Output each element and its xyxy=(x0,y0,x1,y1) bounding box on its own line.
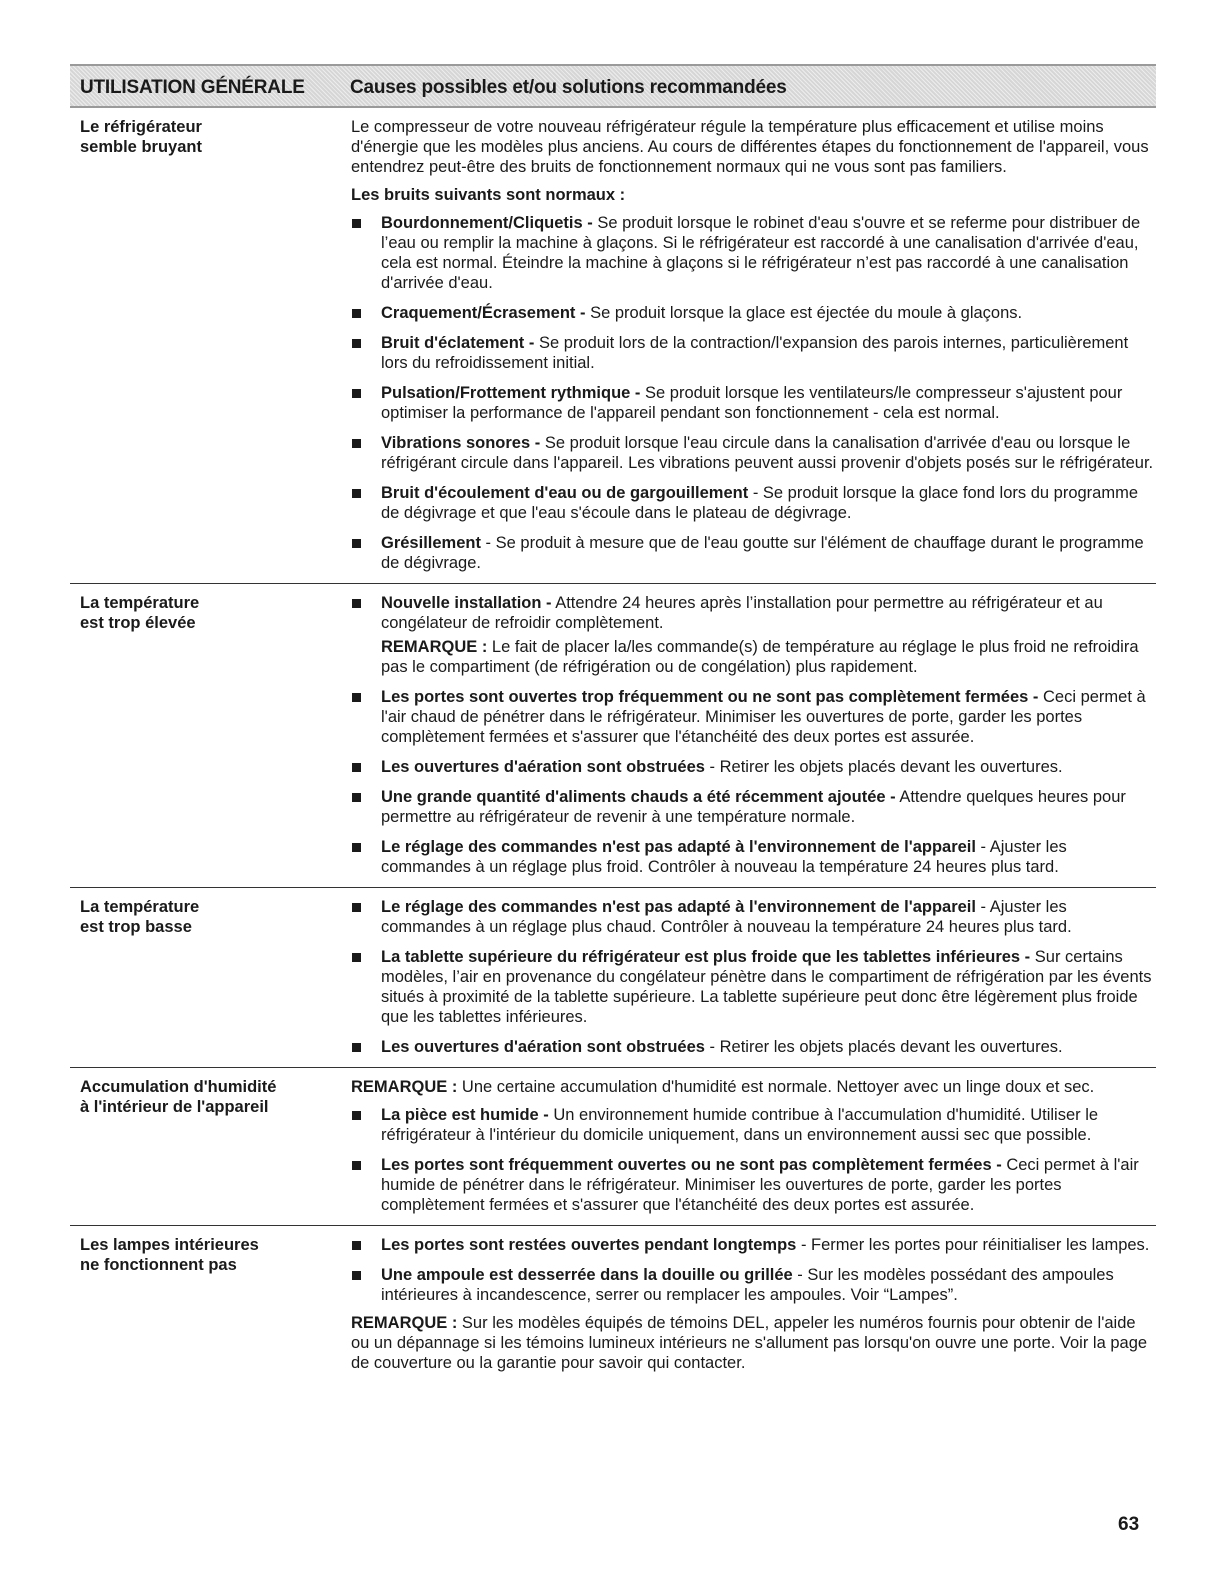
bullet-icon xyxy=(352,763,361,772)
solutions xyxy=(351,1077,1156,1219)
list-item xyxy=(351,303,1156,323)
bullet-icon xyxy=(352,793,361,802)
item-text: Se produit lorsque le robinet d'eau s'ouvre et se referme pour distribuer de l’eau ou remplir la machine à glaçons. Si le réfrigérateur est raccordé à une canalisation d'arrivée d'eau, cela est normal. Éteindre la machine à glaçons si le réfrigérateur n’est pas raccordé à une canalisation d'arrivée d'eau. xyxy=(381,214,1141,292)
item-label: Grésillement xyxy=(381,534,481,552)
bullet-icon xyxy=(352,539,361,548)
item-label: Pulsation/Frottement rythmique - xyxy=(381,384,641,402)
page-number: 63 xyxy=(1118,1514,1140,1535)
item-label: La tablette supérieure du réfrigérateur est plus froide que les tablettes inférieures - xyxy=(381,948,1031,966)
solutions xyxy=(351,117,1156,577)
list-item xyxy=(351,1105,1156,1145)
bullet-icon xyxy=(352,1111,361,1120)
item-text: - Ajuster les commandes à un réglage plus chaud. Contrôler à nouveau la température 24 heures plus tard. xyxy=(381,898,1072,936)
item-label: Bourdonnement/Cliquetis - xyxy=(381,214,593,232)
item-label: Bruit d'écoulement d'eau ou de gargouillement xyxy=(381,484,749,502)
section-humidity xyxy=(70,1068,1156,1226)
list-item xyxy=(351,433,1156,473)
troubleshooting-table xyxy=(70,64,1156,1387)
intro-text: Le compresseur de votre nouveau réfrigérateur régule la température plus efficacement et utilise moins d'énergie que les modèles plus anciens. Au cours de différentes étapes du fonctionnement de l'appareil, vous entendrez peut-être des bruits de fonctionnement normaux qui ne vous sont pas familiers. xyxy=(351,118,1149,176)
item-label: La pièce est humide - xyxy=(381,1106,549,1124)
item-text: - Sur les modèles possédant des ampoules intérieures à incandescence, serrer ou remplacer les ampoules. Voir “Lampes”. xyxy=(381,1266,1114,1304)
item-label: Une grande quantité d'aliments chauds a été récemment ajoutée - xyxy=(381,788,896,806)
item-text: - Retirer les objets placés devant les ouvertures. xyxy=(704,1038,1063,1056)
note xyxy=(351,1077,1156,1097)
problem-title xyxy=(70,593,351,881)
list-item xyxy=(351,897,1156,937)
subheading: Les bruits suivants sont normaux : xyxy=(351,186,626,204)
bullet-icon xyxy=(352,903,361,912)
item-text: - Fermer les portes pour réinitialiser les lampes. xyxy=(796,1236,1150,1254)
list-item xyxy=(351,687,1156,747)
problem-title xyxy=(70,897,351,1061)
solutions xyxy=(351,1235,1156,1381)
item-text: Sur certains modèles, l’air en provenance du congélateur pénètre dans le compartiment de réfrigération par les évents situés à proximité de la tablette supérieure. La tablette supérieure peut donc être légèrement plus froide que les tablettes inférieures. xyxy=(381,948,1152,1026)
item-text: - Ajuster les commandes à un réglage plus froid. Contrôler à nouveau la température 24 heures plus tard. xyxy=(381,838,1067,876)
bullet-icon xyxy=(352,339,361,348)
table-header xyxy=(70,64,1156,108)
bullet-icon xyxy=(352,489,361,498)
list-item xyxy=(351,837,1156,877)
bullet-icon xyxy=(352,953,361,962)
header-col-causes: Causes possibles et/ou solutions recommandées xyxy=(350,77,787,98)
note-label: REMARQUE : xyxy=(351,1078,458,1096)
item-text: Se produit lorsque l'eau circule dans la canalisation d'arrivée d'eau ou lorsque le réfrigérant circule dans l'appareil. Les vibrations peuvent aussi provenir d'objets posés sur le réfrigérateur. xyxy=(381,434,1154,472)
item-text: Se produit lors de la contraction/l'expansion des parois internes, particulièrement lors du refroidissement initial. xyxy=(381,334,1129,372)
bullet-icon xyxy=(352,1161,361,1170)
problem-title xyxy=(70,117,351,577)
item-text: Attendre 24 heures après l’installation pour permettre au réfrigérateur et au congélateur de refroidir complètement. xyxy=(381,594,1103,632)
section-too-cold xyxy=(70,888,1156,1068)
item-label: Les portes sont fréquemment ouvertes ou ne sont pas complètement fermées - xyxy=(381,1156,1002,1174)
list-item xyxy=(351,383,1156,423)
list-item xyxy=(351,1037,1156,1057)
item-label: Bruit d'éclatement - xyxy=(381,334,535,352)
list-item xyxy=(351,1155,1156,1215)
bullet-icon xyxy=(352,309,361,318)
note-text: Le fait de placer la/les commande(s) de température au réglage le plus froid ne refroidira pas le compartiment (de réfrigération ou de congélation) plus rapidement. xyxy=(381,638,1139,676)
list-item xyxy=(351,1235,1156,1255)
list-item xyxy=(351,1265,1156,1305)
problem-title-line2: ne fonctionnent pas xyxy=(80,1256,237,1274)
bullet-icon xyxy=(352,219,361,228)
header-col-usage: UTILISATION GÉNÉRALE xyxy=(80,77,305,98)
item-text: - Se produit lorsque la glace fond lors du programme de dégivrage et que l'eau s'écoule dans le plateau de dégivrage. xyxy=(381,484,1139,522)
solutions xyxy=(351,593,1156,881)
item-text: - Se produit à mesure que de l'eau goutte sur l'élément de chauffage durant le programme de dégivrage. xyxy=(381,534,1144,572)
list-item xyxy=(351,593,1156,633)
bullet-icon xyxy=(352,439,361,448)
problem-title-line2: est trop basse xyxy=(80,918,192,936)
list-item xyxy=(351,533,1156,573)
section-lamps xyxy=(70,1226,1156,1387)
item-label: Les ouvertures d'aération sont obstruées xyxy=(381,758,705,776)
problem-title-line1: Les lampes intérieures xyxy=(80,1236,259,1254)
solutions xyxy=(351,897,1156,1061)
item-label: Les portes sont restées ouvertes pendant longtemps xyxy=(381,1236,797,1254)
note xyxy=(381,637,1156,677)
list-item xyxy=(351,787,1156,827)
list-item xyxy=(351,213,1156,293)
item-text: Un environnement humide contribue à l'accumulation d'humidité. Utiliser le réfrigérateur à l'intérieur du domicile uniquement, dans un environnement aussi sec que possible. xyxy=(381,1106,1099,1144)
bullet-icon xyxy=(352,1271,361,1280)
item-text: Ceci permet à l'air chaud de pénétrer dans le réfrigérateur. Minimiser les ouvertures de porte, garder les portes complètement fermées et s'assurer que l'étanchéité des deux portes est assurée. xyxy=(381,688,1146,746)
note-text: Sur les modèles équipés de témoins DEL, appeler les numéros fournis pour obtenir de l'aide ou un dépannage si les témoins lumineux intérieurs ne s'allument pas lorsqu'on ouvre une porte. Voir la page de couverture ou la garantie pour savoir qui contacter. xyxy=(351,1314,1148,1372)
item-label: Les portes sont ouvertes trop fréquemment ou ne sont pas complètement fermées - xyxy=(381,688,1039,706)
item-text: Se produit lorsque les ventilateurs/le compresseur s'ajustent pour optimiser la performance de l'appareil pendant son fonctionnement - cela est normal. xyxy=(381,384,1123,422)
bullet-icon xyxy=(352,389,361,398)
note xyxy=(351,1313,1156,1373)
list-item xyxy=(351,483,1156,523)
section-too-warm xyxy=(70,584,1156,888)
item-label: Le réglage des commandes n'est pas adapté à l'environnement de l'appareil xyxy=(381,838,976,856)
problem-title-line2: à l'intérieur de l'appareil xyxy=(80,1098,269,1116)
item-label: Nouvelle installation - xyxy=(381,594,552,612)
problem-title-line1: La température xyxy=(80,594,200,612)
bullet-icon xyxy=(352,693,361,702)
bullet-icon xyxy=(352,1241,361,1250)
bullet-icon xyxy=(352,843,361,852)
problem-title-line2: semble bruyant xyxy=(80,138,202,156)
item-text: Se produit lorsque la glace est éjectée du moule à glaçons. xyxy=(585,304,1023,322)
bullet-icon xyxy=(352,599,361,608)
problem-title xyxy=(70,1077,351,1219)
list-item xyxy=(351,947,1156,1027)
item-label: Une ampoule est desserrée dans la douille ou grillée xyxy=(381,1266,793,1284)
problem-title-line1: Accumulation d'humidité xyxy=(80,1078,277,1096)
problem-title xyxy=(70,1235,351,1381)
problem-title-line1: La température xyxy=(80,898,200,916)
item-label: Les ouvertures d'aération sont obstruées xyxy=(381,1038,705,1056)
list-item xyxy=(351,757,1156,777)
note-text: Une certaine accumulation d'humidité est normale. Nettoyer avec un linge doux et sec. xyxy=(457,1078,1095,1096)
item-label: Craquement/Écrasement - xyxy=(381,304,586,322)
item-text: Ceci permet à l'air humide de pénétrer dans le réfrigérateur. Minimiser les ouvertures de porte, garder les portes complètement fermées et s'assurer que l'étanchéité des deux portes est assurée. xyxy=(381,1156,1139,1214)
item-text: Attendre quelques heures pour permettre au réfrigérateur de revenir à une température normale. xyxy=(381,788,1126,826)
note-label: REMARQUE : xyxy=(351,1314,458,1332)
item-text: - Retirer les objets placés devant les ouvertures. xyxy=(704,758,1063,776)
list-item xyxy=(351,333,1156,373)
item-label: Vibrations sonores - xyxy=(381,434,541,452)
note-label: REMARQUE : xyxy=(381,638,488,656)
problem-title-line1: Le réfrigérateur xyxy=(80,118,202,136)
problem-title-line2: est trop élevée xyxy=(80,614,196,632)
item-label: Le réglage des commandes n'est pas adapté à l'environnement de l'appareil xyxy=(381,898,976,916)
bullet-icon xyxy=(352,1043,361,1052)
section-noisy xyxy=(70,108,1156,584)
